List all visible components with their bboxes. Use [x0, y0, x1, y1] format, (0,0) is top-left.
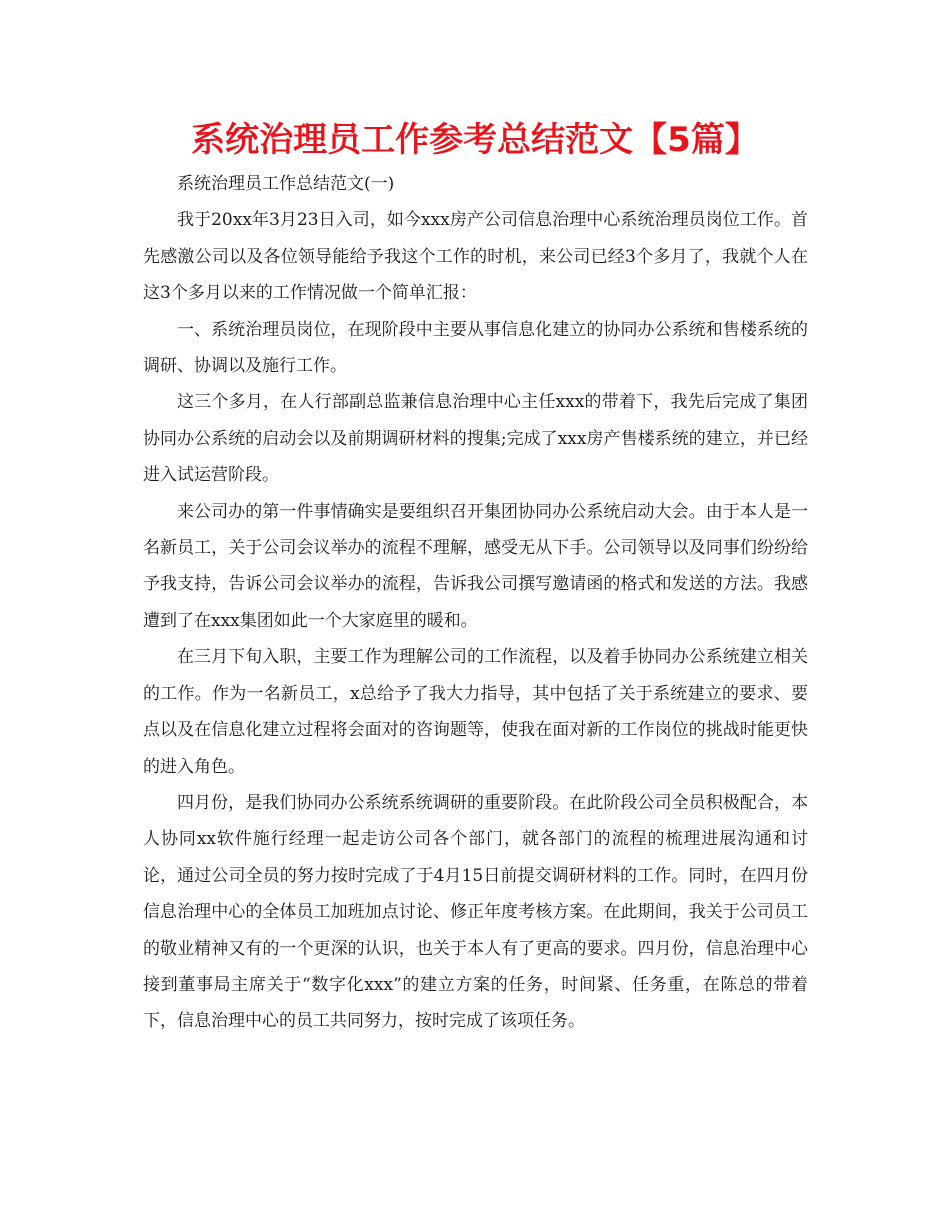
paragraph-2: 一、系统治理员岗位，在现阶段中主要从事信息化建立的协同办公系统和售楼系统的调研、协调以及施行工作。: [143, 319, 808, 377]
document-title: 系统治理员工作参考总结范文【5篇】: [191, 120, 759, 160]
paragraph-1: 我于20xx年3月23日入司，如今xxx房产公司信息治理中心系统治理员岗位工作。首先感激公司以及各位领导能给予我这个工作的时机，来公司已经3个多月了，我就个人在这3个多月以来的工作情况做一个简单汇报：: [143, 210, 808, 304]
paragraph-5: 在三月下旬入职，主要工作为理解公司的工作流程，以及着手协同办公系统建立相关的工作。作为一名新员工，x总给予了我大力指导，其中包括了关于系统建立的要求、要点以及在信息化建立过程将会面对的咨询题等，使我在面对新的工作岗位的挑战时能更快的进入角色。: [143, 647, 808, 777]
paragraph-3: 这三个多月，在人行部副总监兼信息治理中心主任xxx的带着下，我先后完成了集团协同办公系统的启动会以及前期调研材料的搜集;完成了xxx房产售楼系统的建立，并已经进入试运营阶段。: [143, 392, 808, 486]
paragraph-6: 四月份，是我们协同办公系统系统调研的重要阶段。在此阶段公司全员积极配合，本人协同xx软件施行经理一起走访公司各个部门，就各部门的流程的梳理进展沟通和讨论，通过公司全员的努力按时完成了于4月15日前提交调研材料的工作。同时，在四月份信息治理中心的全体员工加班加点讨论、修正年度考核方案。在此期间，我关于公司员工的敬业精神又有的一个更深的认识，也关于本人有了更高的要求。四月份，信息治理中心接到董事局主席关于“数字化xxx”的建立方案的任务，时间紧、任务重，在陈总的带着下，信息治理中心的员工共同努力，按时完成了该项任务。: [143, 792, 808, 1032]
paragraph-4: 来公司办的第一件事情确实是要组织召开集团协同办公系统启动大会。由于本人是一名新员工，关于公司会议举办的流程不理解，感受无从下手。公司领导以及同事们纷纷给予我支持，告诉公司会议举办的流程，告诉我公司撰写邀请函的格式和发送的方法。我感遭到了在xxx集团如此一个大家庭里的暖和。: [143, 501, 808, 631]
section-subtitle: 系统治理员工作总结范文(一): [177, 174, 395, 194]
document-body: [143, 166, 808, 1040]
